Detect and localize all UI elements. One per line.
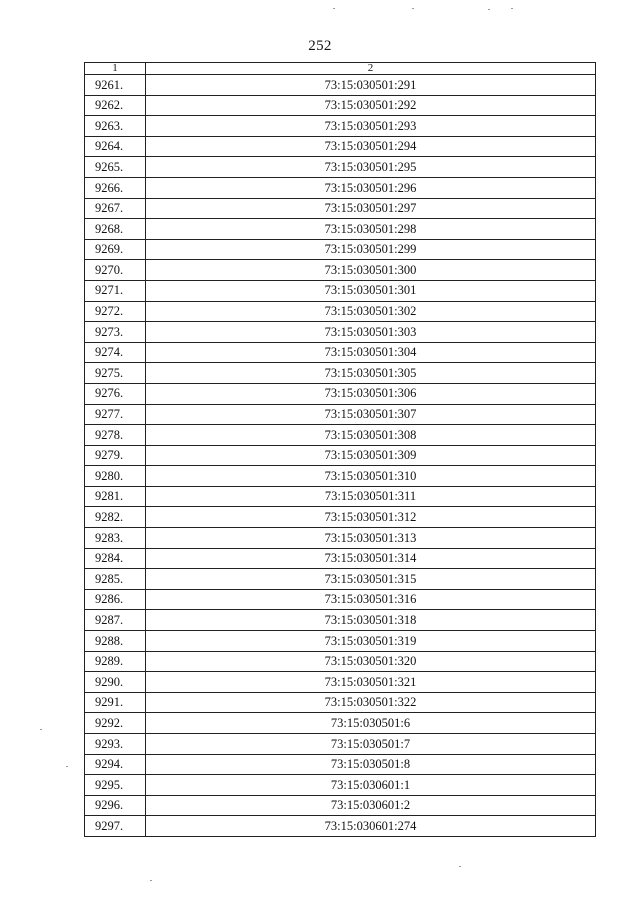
table-row bbox=[85, 692, 596, 713]
scan-speck bbox=[40, 729, 42, 730]
table-row bbox=[85, 383, 596, 404]
cadastral-number: 73:15:030501:322 bbox=[146, 692, 596, 713]
table-row bbox=[85, 466, 596, 487]
row-number: 9285. bbox=[85, 569, 146, 590]
table-row bbox=[85, 75, 596, 96]
table-row bbox=[85, 589, 596, 610]
row-number: 9295. bbox=[85, 775, 146, 796]
row-number: 9276. bbox=[85, 383, 146, 404]
row-number: 9272. bbox=[85, 301, 146, 322]
table-row bbox=[85, 795, 596, 816]
column-header-number: 1 bbox=[85, 63, 146, 75]
row-number: 9265. bbox=[85, 157, 146, 178]
row-number: 9282. bbox=[85, 507, 146, 528]
cadastral-number: 73:15:030501:295 bbox=[146, 157, 596, 178]
cadastral-number: 73:15:030501:306 bbox=[146, 383, 596, 404]
table-row bbox=[85, 486, 596, 507]
table-row bbox=[85, 631, 596, 652]
table-row bbox=[85, 198, 596, 219]
row-number: 9292. bbox=[85, 713, 146, 734]
row-number: 9281. bbox=[85, 486, 146, 507]
cadastral-number: 73:15:030501:301 bbox=[146, 280, 596, 301]
row-number: 9286. bbox=[85, 589, 146, 610]
row-number: 9269. bbox=[85, 239, 146, 260]
row-number: 9297. bbox=[85, 816, 146, 837]
row-number: 9288. bbox=[85, 631, 146, 652]
scan-speck bbox=[333, 8, 335, 9]
table-row bbox=[85, 95, 596, 116]
cadastral-number: 73:15:030501:7 bbox=[146, 734, 596, 755]
row-number: 9271. bbox=[85, 280, 146, 301]
row-number: 9278. bbox=[85, 425, 146, 446]
cadastral-number: 73:15:030601:1 bbox=[146, 775, 596, 796]
table-row bbox=[85, 672, 596, 693]
table-row bbox=[85, 260, 596, 281]
table-row bbox=[85, 177, 596, 198]
row-number: 9263. bbox=[85, 116, 146, 137]
cadastral-number: 73:15:030501:8 bbox=[146, 754, 596, 775]
table-body bbox=[85, 63, 596, 837]
cadastral-number: 73:15:030501:304 bbox=[146, 342, 596, 363]
row-number: 9266. bbox=[85, 177, 146, 198]
cadastral-number: 73:15:030501:315 bbox=[146, 569, 596, 590]
cadastral-number: 73:15:030501:313 bbox=[146, 528, 596, 549]
table-row bbox=[85, 528, 596, 549]
cadastral-number: 73:15:030501:307 bbox=[146, 404, 596, 425]
cadastral-number: 73:15:030501:308 bbox=[146, 425, 596, 446]
cadastral-number: 73:15:030501:314 bbox=[146, 548, 596, 569]
row-number: 9296. bbox=[85, 795, 146, 816]
table-row bbox=[85, 734, 596, 755]
scan-speck bbox=[459, 866, 461, 867]
cadastral-table bbox=[84, 62, 596, 837]
scan-speck bbox=[150, 880, 152, 881]
row-number: 9262. bbox=[85, 95, 146, 116]
table-row bbox=[85, 157, 596, 178]
cadastral-number: 73:15:030501:291 bbox=[146, 75, 596, 96]
cadastral-number: 73:15:030501:300 bbox=[146, 260, 596, 281]
row-number: 9277. bbox=[85, 404, 146, 425]
row-number: 9274. bbox=[85, 342, 146, 363]
cadastral-number: 73:15:030501:305 bbox=[146, 363, 596, 384]
scan-speck bbox=[412, 8, 414, 9]
cadastral-number: 73:15:030501:296 bbox=[146, 177, 596, 198]
page-number: 252 bbox=[308, 38, 332, 54]
table-row bbox=[85, 548, 596, 569]
table-row bbox=[85, 754, 596, 775]
table-row bbox=[85, 425, 596, 446]
cadastral-number: 73:15:030501:293 bbox=[146, 116, 596, 137]
cadastral-number: 73:15:030501:297 bbox=[146, 198, 596, 219]
cadastral-number: 73:15:030601:274 bbox=[146, 816, 596, 837]
cadastral-number: 73:15:030601:2 bbox=[146, 795, 596, 816]
table-row bbox=[85, 342, 596, 363]
scan-speck bbox=[488, 9, 490, 10]
cadastral-number: 73:15:030501:320 bbox=[146, 651, 596, 672]
table-header-row bbox=[85, 63, 596, 75]
cadastral-number: 73:15:030501:310 bbox=[146, 466, 596, 487]
cadastral-number: 73:15:030501:292 bbox=[146, 95, 596, 116]
table-row bbox=[85, 136, 596, 157]
cadastral-number: 73:15:030501:311 bbox=[146, 486, 596, 507]
row-number: 9261. bbox=[85, 75, 146, 96]
table-row bbox=[85, 404, 596, 425]
cadastral-number: 73:15:030501:298 bbox=[146, 219, 596, 240]
row-number: 9289. bbox=[85, 651, 146, 672]
row-number: 9283. bbox=[85, 528, 146, 549]
cadastral-number: 73:15:030501:299 bbox=[146, 239, 596, 260]
row-number: 9264. bbox=[85, 136, 146, 157]
column-header-code: 2 bbox=[146, 63, 596, 75]
row-number: 9267. bbox=[85, 198, 146, 219]
table-row bbox=[85, 322, 596, 343]
row-number: 9279. bbox=[85, 445, 146, 466]
table-row bbox=[85, 116, 596, 137]
cadastral-number: 73:15:030501:318 bbox=[146, 610, 596, 631]
table-row bbox=[85, 569, 596, 590]
cadastral-number: 73:15:030501:302 bbox=[146, 301, 596, 322]
row-number: 9294. bbox=[85, 754, 146, 775]
row-number: 9280. bbox=[85, 466, 146, 487]
table-row bbox=[85, 651, 596, 672]
row-number: 9268. bbox=[85, 219, 146, 240]
cadastral-number: 73:15:030501:309 bbox=[146, 445, 596, 466]
row-number: 9275. bbox=[85, 363, 146, 384]
cadastral-number: 73:15:030501:294 bbox=[146, 136, 596, 157]
table-row bbox=[85, 816, 596, 837]
table-row bbox=[85, 775, 596, 796]
row-number: 9270. bbox=[85, 260, 146, 281]
row-number: 9273. bbox=[85, 322, 146, 343]
row-number: 9290. bbox=[85, 672, 146, 693]
table-row bbox=[85, 445, 596, 466]
cadastral-number: 73:15:030501:316 bbox=[146, 589, 596, 610]
scan-speck bbox=[66, 766, 68, 767]
cadastral-number: 73:15:030501:6 bbox=[146, 713, 596, 734]
cadastral-number: 73:15:030501:321 bbox=[146, 672, 596, 693]
row-number: 9291. bbox=[85, 692, 146, 713]
row-number: 9287. bbox=[85, 610, 146, 631]
table-row bbox=[85, 219, 596, 240]
table-row bbox=[85, 280, 596, 301]
cadastral-number: 73:15:030501:319 bbox=[146, 631, 596, 652]
scan-speck bbox=[511, 8, 513, 9]
row-number: 9293. bbox=[85, 734, 146, 755]
table-row bbox=[85, 507, 596, 528]
table-row bbox=[85, 363, 596, 384]
cadastral-number: 73:15:030501:303 bbox=[146, 322, 596, 343]
cadastral-number: 73:15:030501:312 bbox=[146, 507, 596, 528]
table-row bbox=[85, 301, 596, 322]
table-row bbox=[85, 239, 596, 260]
row-number: 9284. bbox=[85, 548, 146, 569]
table-row bbox=[85, 610, 596, 631]
table-row bbox=[85, 713, 596, 734]
